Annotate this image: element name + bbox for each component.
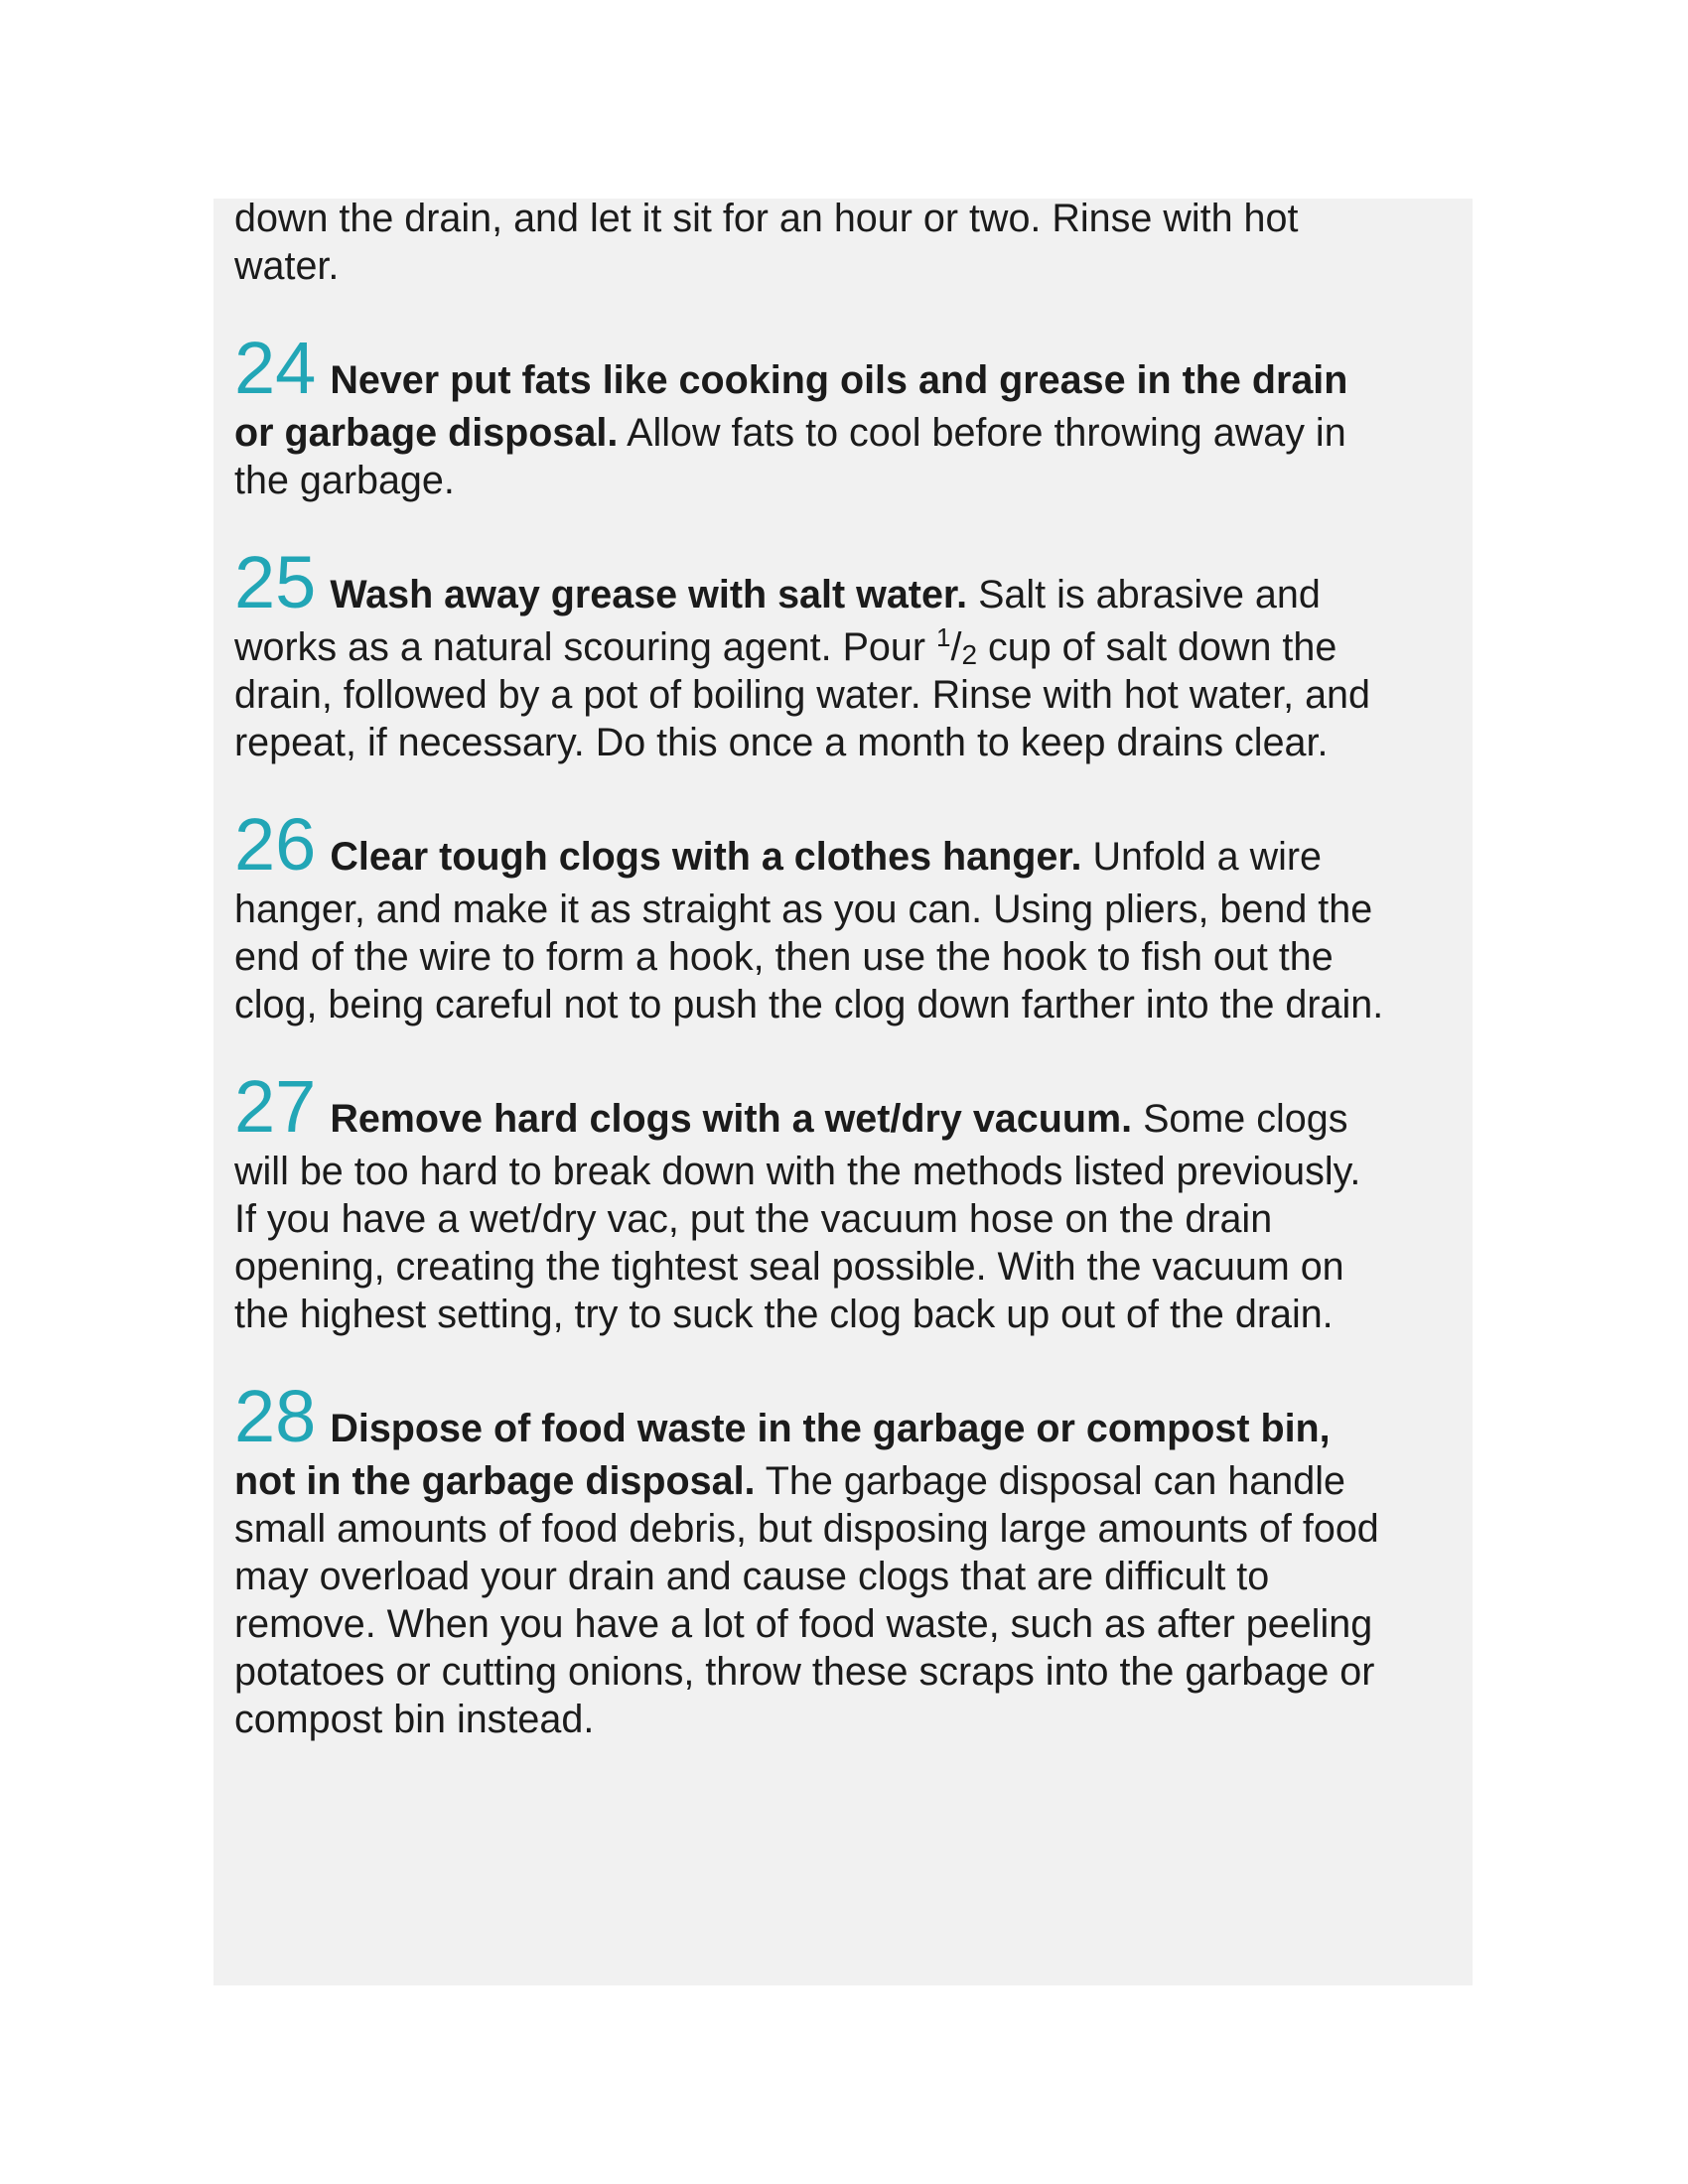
tip-text: If you have a wet/dry vac, put the vacuum hose on the drain xyxy=(234,1197,1273,1241)
tip-body-line xyxy=(234,671,1462,719)
fraction-slash: / xyxy=(950,625,962,669)
tip-text: clog, being careful not to push the clog down farther into the drain. xyxy=(234,983,1384,1026)
tip-body-line xyxy=(234,1648,1462,1696)
tip-lead-line xyxy=(234,803,1462,886)
tip-27 xyxy=(234,1065,1462,1338)
tip-body-line xyxy=(234,1505,1462,1553)
tip-heading: Remove hard clogs with a wet/dry vacuum. xyxy=(330,1097,1133,1141)
tip-text: Allow fats to cool before throwing away in xyxy=(618,411,1346,455)
tip-28 xyxy=(234,1375,1462,1743)
tip-heading-continued: not in the garbage disposal. xyxy=(234,1459,756,1503)
tip-heading: Dispose of food waste in the garbage or compost bin, xyxy=(330,1407,1331,1450)
tip-text: the highest setting, try to suck the clog back up out of the drain. xyxy=(234,1293,1334,1336)
tip-24 xyxy=(234,327,1462,504)
tip-text: hanger, and make it as straight as you can. Using pliers, bend the xyxy=(234,887,1373,931)
tip-lead-line xyxy=(234,1065,1462,1148)
tip-text: compost bin instead. xyxy=(234,1698,595,1741)
tip-text: the garbage. xyxy=(234,459,455,502)
tip-text: Some clogs xyxy=(1132,1097,1348,1141)
tip-text: drain, followed by a pot of boiling water. Rinse with hot water, and xyxy=(234,673,1370,717)
tip-number: 24 xyxy=(234,327,317,409)
fraction-numerator: 1 xyxy=(936,622,951,652)
tip-text: will be too hard to break down with the methods listed previously. xyxy=(234,1150,1361,1193)
tip-number: 26 xyxy=(234,803,317,886)
tip-text: end of the wire to form a hook, then use the hook to fish out the xyxy=(234,935,1334,979)
tip-text: The garbage disposal can handle xyxy=(755,1459,1345,1503)
tip-body-line xyxy=(234,1696,1462,1743)
tip-text: potatoes or cutting onions, throw these scraps into the garbage or xyxy=(234,1650,1375,1694)
tip-body-line xyxy=(234,933,1462,981)
intro-line: water. xyxy=(234,244,340,288)
tip-body-line xyxy=(234,457,1462,504)
tip-text: repeat, if necessary. Do this once a month to keep drains clear. xyxy=(234,721,1329,764)
tip-heading: Wash away grease with salt water. xyxy=(330,573,968,616)
tip-body-line xyxy=(234,623,1462,671)
tip-heading: Clear tough clogs with a clothes hanger. xyxy=(330,835,1082,879)
tip-body-line xyxy=(234,1553,1462,1600)
tip-number: 27 xyxy=(234,1065,317,1148)
tip-lead-line xyxy=(234,327,1462,409)
intro-paragraph xyxy=(234,195,1462,290)
tip-body-line xyxy=(234,1243,1462,1291)
tip-body-line xyxy=(234,1457,1462,1505)
tip-text: Salt is abrasive and xyxy=(967,573,1321,616)
tip-heading-continued: or garbage disposal. xyxy=(234,411,619,455)
tip-heading: Never put fats like cooking oils and grease in the drain xyxy=(330,358,1348,402)
fraction-denominator: 2 xyxy=(961,639,978,670)
tip-body-line xyxy=(234,1195,1462,1243)
tip-body-line xyxy=(234,409,1462,457)
tip-text: may overload your drain and cause clogs that are difficult to xyxy=(234,1555,1270,1598)
tip-text: small amounts of food debris, but disposing large amounts of food xyxy=(234,1507,1379,1551)
tip-text: opening, creating the tightest seal possible. With the vacuum on xyxy=(234,1245,1344,1289)
tip-body-line xyxy=(234,886,1462,933)
tip-lead-line xyxy=(234,541,1462,623)
tip-text: cup of salt down the xyxy=(977,625,1337,669)
tip-26 xyxy=(234,803,1462,1028)
intro-line: down the drain, and let it sit for an hour or two. Rinse with hot xyxy=(234,197,1299,240)
tip-text: works as a natural scouring agent. Pour xyxy=(234,625,936,669)
tip-text: Unfold a wire xyxy=(1081,835,1323,879)
tip-number: 28 xyxy=(234,1375,317,1457)
tip-body-line xyxy=(234,981,1462,1028)
tip-25 xyxy=(234,541,1462,766)
tip-body-line xyxy=(234,1291,1462,1338)
document-content xyxy=(234,195,1462,1743)
tip-body-line xyxy=(234,1600,1462,1648)
tip-body-line xyxy=(234,1148,1462,1195)
tip-number: 25 xyxy=(234,541,317,623)
tip-body-line xyxy=(234,719,1462,766)
tip-lead-line xyxy=(234,1375,1462,1457)
tip-text: remove. When you have a lot of food waste, such as after peeling xyxy=(234,1602,1373,1646)
